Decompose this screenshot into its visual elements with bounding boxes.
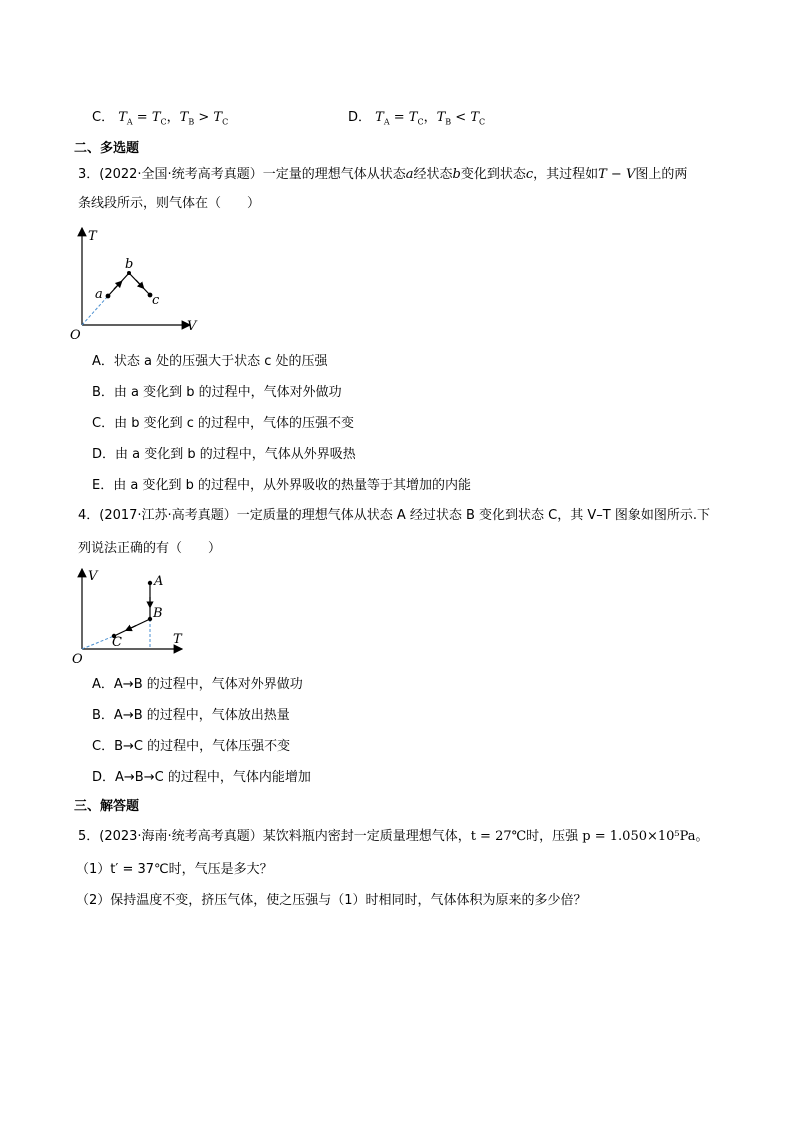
q4-label-b: B [153,606,163,621]
q4-option-d: D．A→B→C 的过程中，气体内能增加 [92,770,311,785]
question-5-sub-1: （1）t′ = 37℃时，气压是多大？ [76,862,273,877]
q3-arrow-ab [114,283,120,289]
q4-label-c: C [112,635,122,650]
section-title-multi-choice: 二、多选题 [74,141,140,156]
q3-label-c: c [152,293,160,308]
q3-x-label: V [187,319,197,334]
q3-option-b: B．由 a 变化到 b 的过程中，气体对外做功 [92,385,342,400]
q4-arrow-bc [128,626,136,630]
q4-option-a: A．A→B 的过程中，气体对外界做功 [92,677,303,692]
q3-label-a: a [95,287,103,302]
q4-option-c: C．B→C 的过程中，气体压强不变 [92,739,291,754]
q3-arrow-bc [136,280,142,287]
q4-origin-label: O [72,652,83,665]
q3-point-a [106,294,111,299]
question-5-line-1: 5．(2023·海南·统考高考真题）某饮料瓶内密封一定质量理想气体，t = 27℃时，压强 p = 1.050×10⁵Pa。 [78,829,709,844]
q4-x-label: T [173,632,182,647]
q4-label-a: A [154,574,164,589]
question-3-line-2: 条线段所示，则气体在（ ） [78,196,261,211]
q3-option-a: A．状态 a 处的压强大于状态 c 处的压强 [92,354,328,369]
question-4-line-2: 列说法正确的有（ ） [78,541,222,556]
q4-option-b: B．A→B 的过程中，气体放出热量 [92,708,290,723]
q3-option-c: C．由 b 变化到 c 的过程中，气体的压强不变 [92,416,355,431]
q4-y-label: V [88,569,98,584]
q3-origin-label: O [70,328,81,342]
q4-point-b [148,617,152,621]
option-c-formula: $T_A = T_C$，$T_B > T_C$ [118,110,229,127]
q3-label-b: b [125,257,134,272]
section-title-answer: 三、解答题 [74,799,140,814]
q3-option-d: D．由 a 变化到 b 的过程中，气体从外界吸热 [92,447,356,462]
q4-point-a [148,581,152,585]
q4-vt-graph [70,565,210,665]
option-c-prev: C． $T_A = T_C$，$T_B > T_C$ [92,110,229,127]
question-3-line-1: 3．(2022·全国·统考高考真题）一定量的理想气体从状态a经状态b变化到状态c，其过程如T − V图上的两 [78,167,688,182]
question-4-line-1: 4．(2017·江苏·高考真题）一定质量的理想气体从状态 A 经过状态 B 变化到状态 C，其 V–T 图象如图所示.下 [78,508,710,523]
q3-option-e: E．由 a 变化到 b 的过程中，从外界吸收的热量等于其增加的内能 [92,478,471,493]
option-d-formula: $T_A = T_C$，$T_B < T_C$ [375,110,486,127]
option-d-prev: D． $T_A = T_C$，$T_B < T_C$ [348,110,486,127]
q3-tv-graph [70,222,210,342]
q3-y-label: T [88,229,97,244]
question-5-sub-2: （2）保持温度不变，挤压气体，使之压强与（1）时相同时，气体体积为原来的多少倍？ [76,893,587,908]
q4-dashed-origin [82,636,114,649]
